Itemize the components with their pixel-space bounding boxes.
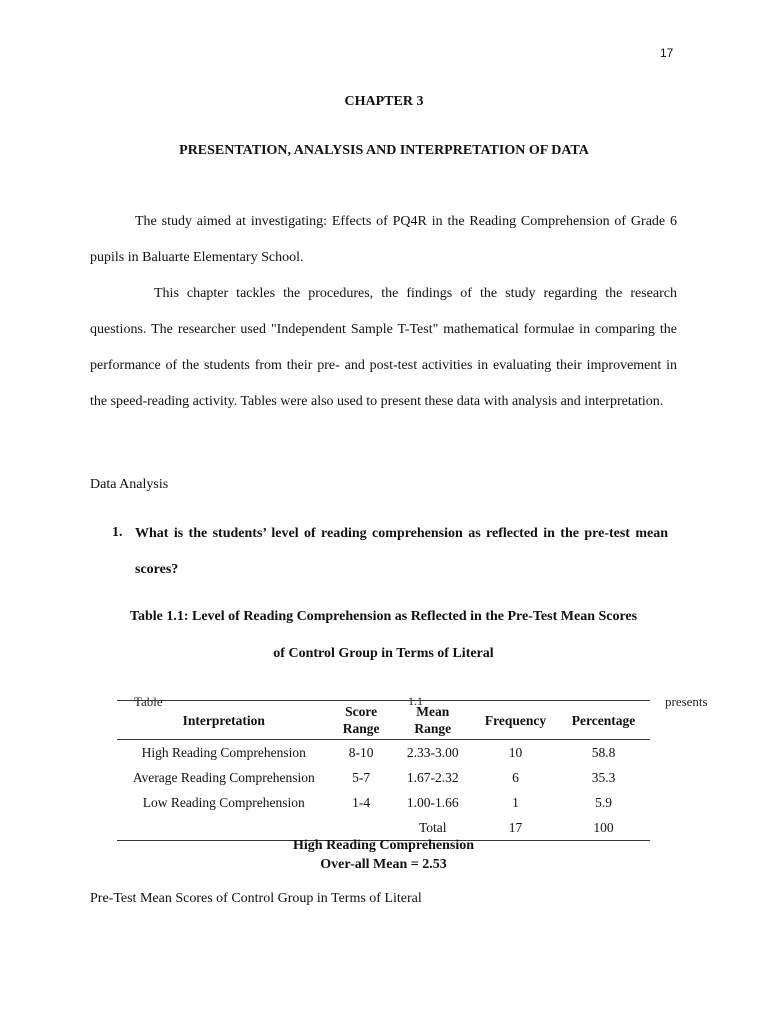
cell-total-percentage: 100	[593, 819, 614, 835]
cell-score-range: 5-7	[352, 769, 371, 785]
header-frequency: Frequency	[484, 712, 547, 728]
header-score-range: Score Range	[342, 704, 380, 736]
page-number: 17	[660, 46, 674, 60]
section-heading: PRESENTATION, ANALYSIS AND INTERPRETATION OF DATA	[179, 143, 589, 158]
cell-score-range: 1-4	[352, 794, 371, 810]
cell-interpretation: High Reading Comprehension	[141, 744, 306, 760]
cell-frequency: 1	[512, 794, 519, 810]
background-text-number: 1.1	[408, 694, 423, 708]
table-row	[117, 765, 650, 790]
table-header-row	[117, 701, 650, 740]
cell-percentage: 5.9	[595, 794, 612, 810]
cell-mean-range: 2.33-3.00	[406, 744, 459, 760]
cell-empty	[331, 815, 392, 841]
cell-percentage: 35.3	[591, 769, 616, 785]
cell-score-range: 8-10	[348, 744, 374, 760]
cell-empty	[117, 815, 331, 841]
table-row	[117, 790, 650, 815]
cell-frequency: 6	[512, 769, 519, 785]
background-text-presents: presents	[665, 694, 708, 709]
question-number: 1.	[112, 525, 123, 540]
procedure-paragraph: This chapter tackles the procedures, the findings of the study regarding the research questions. The researcher used "Independent Sample T-Test" mathematical formulae in comparing the performance of the students from their pre- and post-test activities in evaluating their improvement in the speed-reading activity. Tables were also used to present these data with analysis and interpretation.	[90, 286, 677, 409]
cell-frequency: 10	[508, 744, 523, 760]
intro-paragraph: The study aimed at investigating: Effects of PQ4R in the Reading Comprehension of Grade 6 pupils in Baluarte Elementary School.	[90, 214, 677, 265]
header-mean-range: Mean Range	[414, 704, 452, 736]
table-row	[117, 740, 650, 766]
cell-interpretation: Low Reading Comprehension	[142, 794, 305, 810]
summary-interpretation: High Reading Comprehension	[293, 838, 474, 853]
table-caption-line2: of Control Group in Terms of Literal	[273, 646, 494, 661]
cell-total-label: Total	[419, 819, 447, 835]
table-caption-line1: Table 1.1: Level of Reading Comprehension as Reflected in the Pre-Test Mean Scores	[129, 609, 638, 624]
table-total-row	[117, 815, 650, 841]
cell-total-frequency: 17	[508, 819, 523, 835]
cell-mean-range: 1.00-1.66	[406, 794, 459, 810]
cell-interpretation: Average Reading Comprehension	[132, 769, 315, 785]
header-interpretation: Interpretation	[182, 712, 265, 728]
question-text: What is the students’ level of reading comprehension as reflected in the pre-test mean scores?	[135, 526, 668, 577]
data-analysis-label: Data Analysis	[90, 477, 169, 492]
footer-text: Pre-Test Mean Scores of Control Group in Terms of Literal	[90, 891, 422, 906]
cell-percentage: 58.8	[591, 744, 616, 760]
summary-overall-mean: Over-all Mean = 2.53	[320, 857, 447, 872]
reading-comprehension-table	[117, 700, 650, 841]
header-percentage: Percentage	[571, 712, 636, 728]
chapter-heading: CHAPTER 3	[344, 94, 424, 109]
background-text-table: Table	[134, 694, 163, 709]
cell-mean-range: 1.67-2.32	[406, 769, 459, 785]
